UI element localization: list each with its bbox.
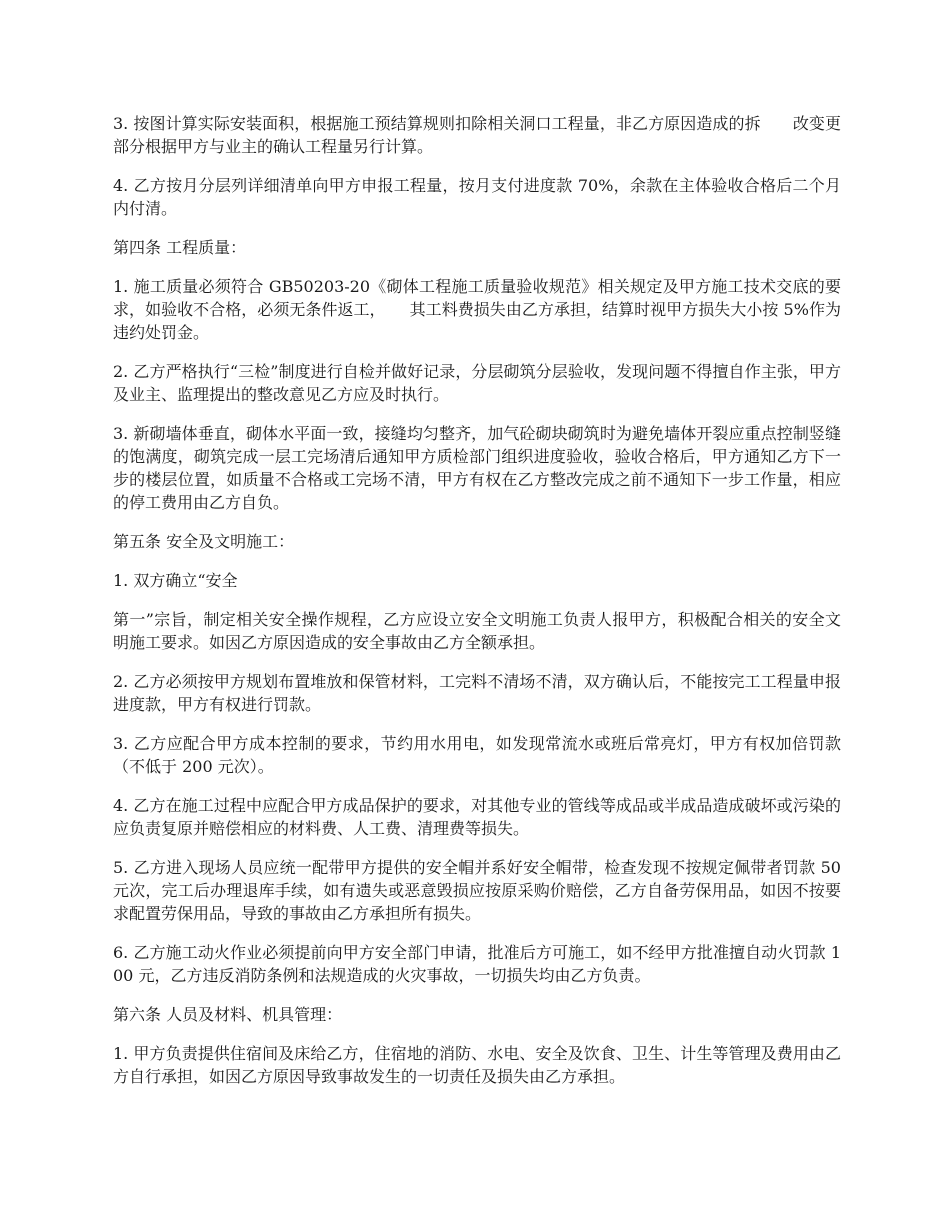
clause-3-4-payment: 4. 乙方按月分层列详细清单向甲方申报工程量，按月支付进度款 70%，余款在主体验收合格后二个月内付清。 [113,176,841,218]
clause-5-5-helmets: 5. 乙方进入现场人员应统一配带甲方提供的安全帽并系好安全帽带，检查发现不按规定佩带者罚款 50 元次，完工后办理退库手续，如有遗失或恶意毁损应按原采购价赔偿，乙方自备劳保用品，如因不按要求配置劳保用品，导致的事故由乙方承担所有损失。 [113,858,847,923]
clause-4-2-inspection: 2. 乙方严格执行“三检”制度进行自检并做好记录，分层砌筑分层验收，发现问题不得擅自作主张，甲方及业主、监理提出的整改意见乙方应及时执行。 [113,362,841,404]
clause-5-3-utilities: 3. 乙方应配合甲方成本控制的要求，节约用水用电，如发现常流水或班后常亮灯，甲方有权加倍罚款（不低于 200 元次）。 [113,734,841,776]
article-4-heading: 第四条 工程质量： [113,238,247,257]
clause-5-6-fire: 6. 乙方施工动火作业必须提前向甲方安全部门申请，批准后方可施工，如不经甲方批准擅自动火罚款 100 元，乙方违反消防条例和法规造成的火灾事故，一切损失均由乙方负责。 [113,943,841,985]
clause-4-1-quality-standard: 1. 施工质量必须符合 GB50203-20《砌体工程施工质量验收规范》相关规定及甲方施工技术交底的要求，如验收不合格，必须无条件返工， 其工料费损失由乙方承担，结算时视甲方损失大小按 5%作为违约处罚金。 [113,277,841,342]
clause-5-2-materials: 2. 乙方必须按甲方规划布置堆放和保管材料，工完料不清场不清，双方确认后，不能按完工工程量申报进度款，甲方有权进行罚款。 [113,672,841,714]
document-body [113,112,847,1104]
clause-6-1-accommodation: 1. 甲方负责提供住宿间及床给乙方，住宿地的消防、水电、安全及饮食、卫生、计生等管理及费用由乙方自行承担，如因乙方原因导致事故发生的一切责任及损失由乙方承担。 [113,1044,841,1086]
article-5-heading: 第五条 安全及文明施工： [113,532,295,551]
clause-5-4-protection: 4. 乙方在施工过程中应配合甲方成品保护的要求，对其他专业的管线等成品或半成品造成破坏或污染的应负责复原并赔偿相应的材料费、人工费、清理费等损失。 [113,796,841,838]
clause-3-3-calculation: 3. 按图计算实际安装面积，根据施工预结算规则扣除相关洞口工程量，非乙方原因造成的拆 改变更部分根据甲方与业主的确认工程量另行计算。 [113,114,841,156]
article-6-heading: 第六条 人员及材料、机具管理： [113,1005,343,1024]
clause-5-1-safety-continued: 第一”宗旨，制定相关安全操作规程，乙方应设立安全文明施工负责人报甲方，积极配合相关的安全文明施工要求。如因乙方原因造成的安全事故由乙方全额承担。 [113,610,841,652]
clause-4-3-masonry: 3. 新砌墙体垂直，砌体水平面一致，接缝均匀整齐，加气砼砌块砌筑时为避免墙体开裂应重点控制竖缝的饱满度，砌筑完成一层工完场清后通知甲方质检部门组织进度验收，验收合格后，甲方通知乙方下一步的楼层位置，如质量不合格或工完场不清，甲方有权在乙方整改完成之前不通知下一步工作量，相应的停工费用由乙方自负。 [113,424,841,512]
clause-5-1-safety-start: 1. 双方确立“安全 [113,571,238,590]
